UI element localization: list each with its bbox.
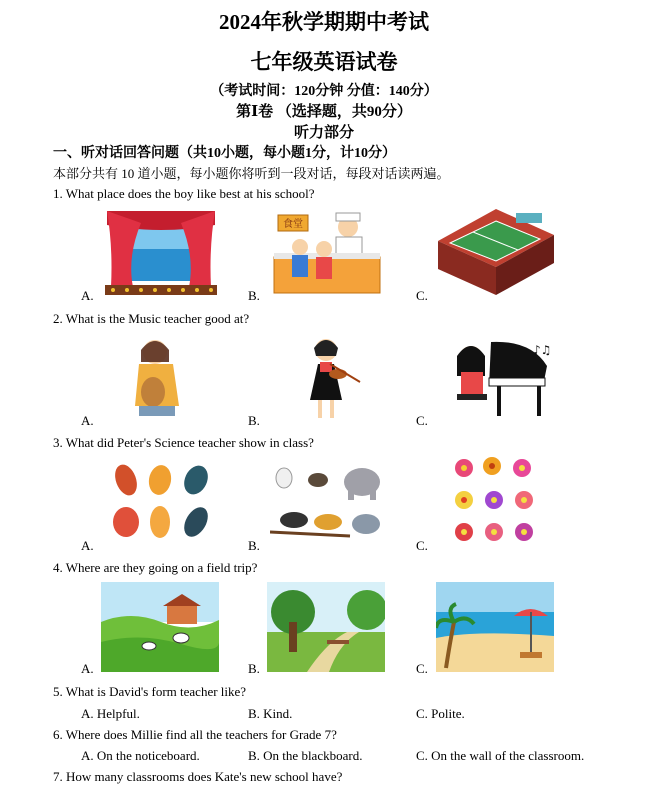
q3-option-a[interactable]: A. [81,538,94,553]
question-7: 7. How many classrooms does Kate's new school have? [53,769,343,784]
park-image [267,582,385,672]
leaves-image [108,462,216,542]
q2-option-c[interactable]: C. [416,413,428,428]
q1-option-c[interactable]: C. [416,288,428,303]
question-6: 6. Where does Millie find all the teachers for Grade 7? [53,727,337,742]
q1-option-a[interactable]: A. [81,288,94,303]
q4-option-c[interactable]: C. [416,661,428,676]
violin-player-image [296,334,362,420]
q2-option-b[interactable]: B. [248,413,260,428]
beach-image [436,582,554,672]
farm-image [101,582,219,672]
question-3: 3. What did Peter's Science teacher show in class? [53,435,314,450]
q1-option-b[interactable]: B. [248,288,260,303]
section-heading: 一、听对话回答问题（共10小题，每小题1分，计10分） [53,146,396,161]
q6-option-c[interactable]: C. On the wall of the classroom. [416,748,585,763]
q4-option-a[interactable]: A. [81,661,94,676]
section-instruction: 本部分共有 10 道小题，每小题你将听到一段对话，每段对话读两遍。 [53,166,450,181]
part-heading: 听力部分 [293,125,354,141]
q6-option-a[interactable]: A. On the noticeboard. [81,748,200,763]
q3-option-b[interactable]: B. [248,538,260,553]
animals-image [270,460,386,540]
basketball-court-image [436,207,555,297]
exam-title: 2024年秋学期期中考试 [219,10,429,34]
question-2: 2. What is the Music teacher good at? [53,311,250,326]
q5-option-c[interactable]: C. Polite. [416,706,465,721]
canteen-image [270,209,385,297]
q4-option-b[interactable]: B. [248,661,260,676]
question-4: 4. Where are they going on a field trip? [53,560,258,575]
canteen-sign: 食堂 [283,219,303,230]
stage-image [103,207,219,297]
q6-option-b[interactable]: B. On the blackboard. [248,748,363,763]
q2-option-a[interactable]: A. [81,413,94,428]
q5-option-a[interactable]: A. Helpful. [81,706,140,721]
question-1: 1. What place does the boy like best at his school? [53,186,315,201]
piano-player-image [453,336,553,420]
exam-subtitle: 七年级英语试卷 [250,50,398,74]
svg-text:♪♫: ♪♫ [533,343,552,357]
question-5: 5. What is David's form teacher like? [53,684,247,699]
pipa-player-image [133,334,181,420]
volume-heading: 第Ⅰ卷 （选择题，共90分） [236,104,412,120]
q3-option-c[interactable]: C. [416,538,428,553]
flowers-image [450,456,542,548]
exam-info: （考试时间：120分钟 分值：140分） [210,84,438,99]
q5-option-b[interactable]: B. Kind. [248,706,293,721]
